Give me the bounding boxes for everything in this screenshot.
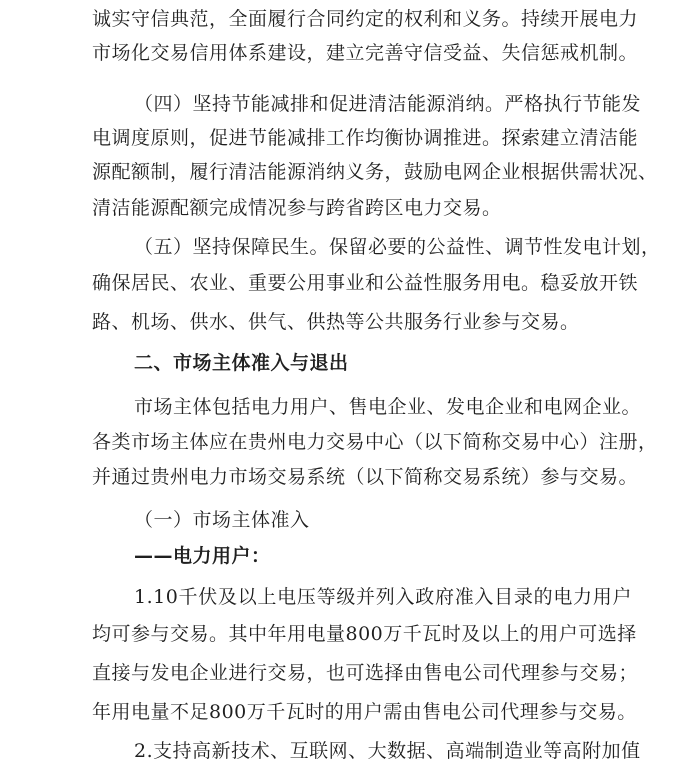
paragraph-line: 确保居民、农业、重要公用事业和公益性服务用电。稳妥放开铁	[92, 272, 639, 294]
paragraph-line: 2.支持高新技术、互联网、大数据、高端制造业等高附加值	[134, 740, 641, 762]
paragraph-line: 源配额制，履行清洁能源消纳义务，鼓励电网企业根据供需状况、	[92, 161, 658, 183]
paragraph-line: 电调度原则，促进节能减排工作均衡协调推进。探索建立清洁能	[92, 127, 639, 149]
paragraph-line: 市场主体包括电力用户、售电企业、发电企业和电网企业。	[134, 396, 642, 418]
paragraph-line: 清洁能源配额完成情况参与跨省跨区电力交易。	[92, 197, 502, 219]
paragraph-line: 诚实守信典范，全面履行合同约定的权利和义务。持续开展电力	[92, 8, 639, 30]
paragraph-line: 各类市场主体应在贵州电力交易中心（以下简称交易中心）注册，	[92, 431, 658, 453]
subsection-heading: （一）市场主体准入	[134, 509, 310, 531]
paragraph-line: 均可参与交易。其中年用电量800万千瓦时及以上的用户可选择	[92, 623, 637, 645]
paragraph-line: 1.10千伏及以上电压等级并列入政府准入目录的电力用户	[134, 586, 632, 608]
paragraph-line: 并通过贵州电力市场交易系统（以下简称交易系统）参与交易。	[92, 466, 639, 488]
paragraph-line: 直接与发电企业进行交易，也可选择由售电公司代理参与交易；	[92, 662, 639, 684]
paragraph-line: 年用电量不足800万千瓦时的用户需由售电公司代理参与交易。	[92, 701, 637, 723]
item-heading: ——电力用户：	[134, 545, 271, 567]
paragraph-line: （四）坚持节能减排和促进清洁能源消纳。严格执行节能发	[134, 93, 642, 115]
paragraph-line: 市场化交易信用体系建设，建立完善守信受益、失信惩戒机制。	[92, 42, 639, 64]
paragraph-line: 路、机场、供水、供气、供热等公共服务行业参与交易。	[92, 311, 580, 333]
section-heading: 二、市场主体准入与退出	[134, 352, 349, 374]
paragraph-line: （五）坚持保障民生。保留必要的公益性、调节性发电计划，	[134, 236, 661, 258]
